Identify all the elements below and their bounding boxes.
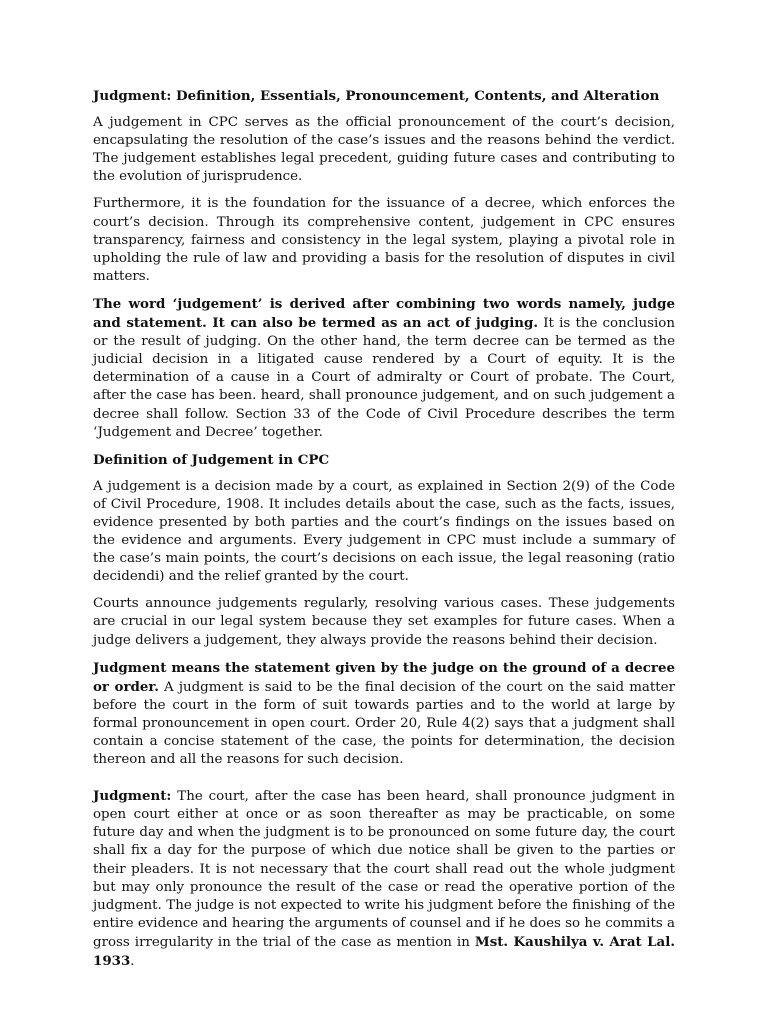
judgment-meaning-text: A judgment is said to be the final decision of the court on the said matter before the court in the form of suit towards parties and to the world at large by formal pronouncement in open court. Order 20, Rule 4(2) says that a judgment shall contain a concise statement of the case, the points for determination, the decision thereon and all the reasons for such decision. [93,679,675,768]
intro-paragraph: A judgement in CPC serves as the official pronouncement of the court’s decision, encapsulating the resolution of the case’s issues and the reasons behind the verdict. The judgement establishes legal precedent, guiding future cases and contributing to the evolution of jurisprudence. [93,115,675,185]
word-origin-paragraph [93,295,675,442]
definition-paragraph: A judgement is a decision made by a court, as explained in Section 2(9) of the Code of Civil Procedure, 1908. It includes details about the case, such as the facts, issues, evidence presented by both parties and the court’s findings on the issues based on the evidence and arguments. Every judgement in CPC must include a summary of the case’s main points, the court’s decisions on each issue, the legal reasoning (ratio decidendi) and the relief granted by the court. [93,478,675,585]
word-origin-text: It is the conclusion or the result of judging. On the other hand, the term decree can be termed as the judicial decision in a litigated cause rendered by a Court of equity. It is the determination of a cause in a Court of admiralty or Court of probate. The Court, after the case has been. heard, shall pronounce judgement, and on such judgement a decree shall follow. Section 33 of the Code of Civil Procedure describes the term ‘Judgement and Decree’ together. [93,316,675,440]
word-origin-bold: The word ‘judgement’ is derived after combining two words namely, judge and statement. It can also be termed as an act of judging. [93,295,675,332]
pronouncement-text: The court, after the case has been heard, shall pronounce judgment in open court either at once or as soon thereafter as may be practicable, on some future day and when the judgment is to be pronounced on some future day, the court shall fix a day for the purpose of which due notice shall be given to the parties or their pleaders. It is not necessary that the court shall read out the whole judgment but may only pronounce the result of the case or read the operative portion of the judgment. The judge is not expected to write his judgment before the finishing of the entire evidence and hearing the arguments of counsel and if he does so he commits a gross irregularity in the trial of the case as mention in [93,789,675,950]
case-citation: Mst. Kaushilya v. Arat Lal. 1933 [93,933,675,970]
judgment-meaning-paragraph [93,659,675,770]
document-page [93,87,675,971]
courts-paragraph: Courts announce judgements regularly, resolving various cases. These judgements are crucial in our legal system because they set examples for future cases. When a judge delivers a judgement, they always provide the reasons behind their decision. [93,596,675,648]
definition-subheading: Definition of Judgement in CPC [93,451,330,468]
blank-line [93,769,675,787]
decree-foundation-paragraph: Furthermore, it is the foundation for the issuance of a decree, which enforces the court’s decision. Through its comprehensive content, judgement in CPC ensures transparency, fairness and consistency in the legal system, playing a pivotal role in upholding the rule of law and providing a basis for the resolution of disputes in civil matters. [93,196,675,284]
pronouncement-label: Judgment: [93,788,172,805]
judgment-meaning-bold: Judgment means the statement given by the judge on the ground of a decree or order. [93,659,675,695]
pronouncement-paragraph [93,787,675,971]
document-title: Judgment: Definition, Essentials, Pronouncement, Contents, and Alteration [93,88,660,104]
pronouncement-end: . [130,954,135,970]
